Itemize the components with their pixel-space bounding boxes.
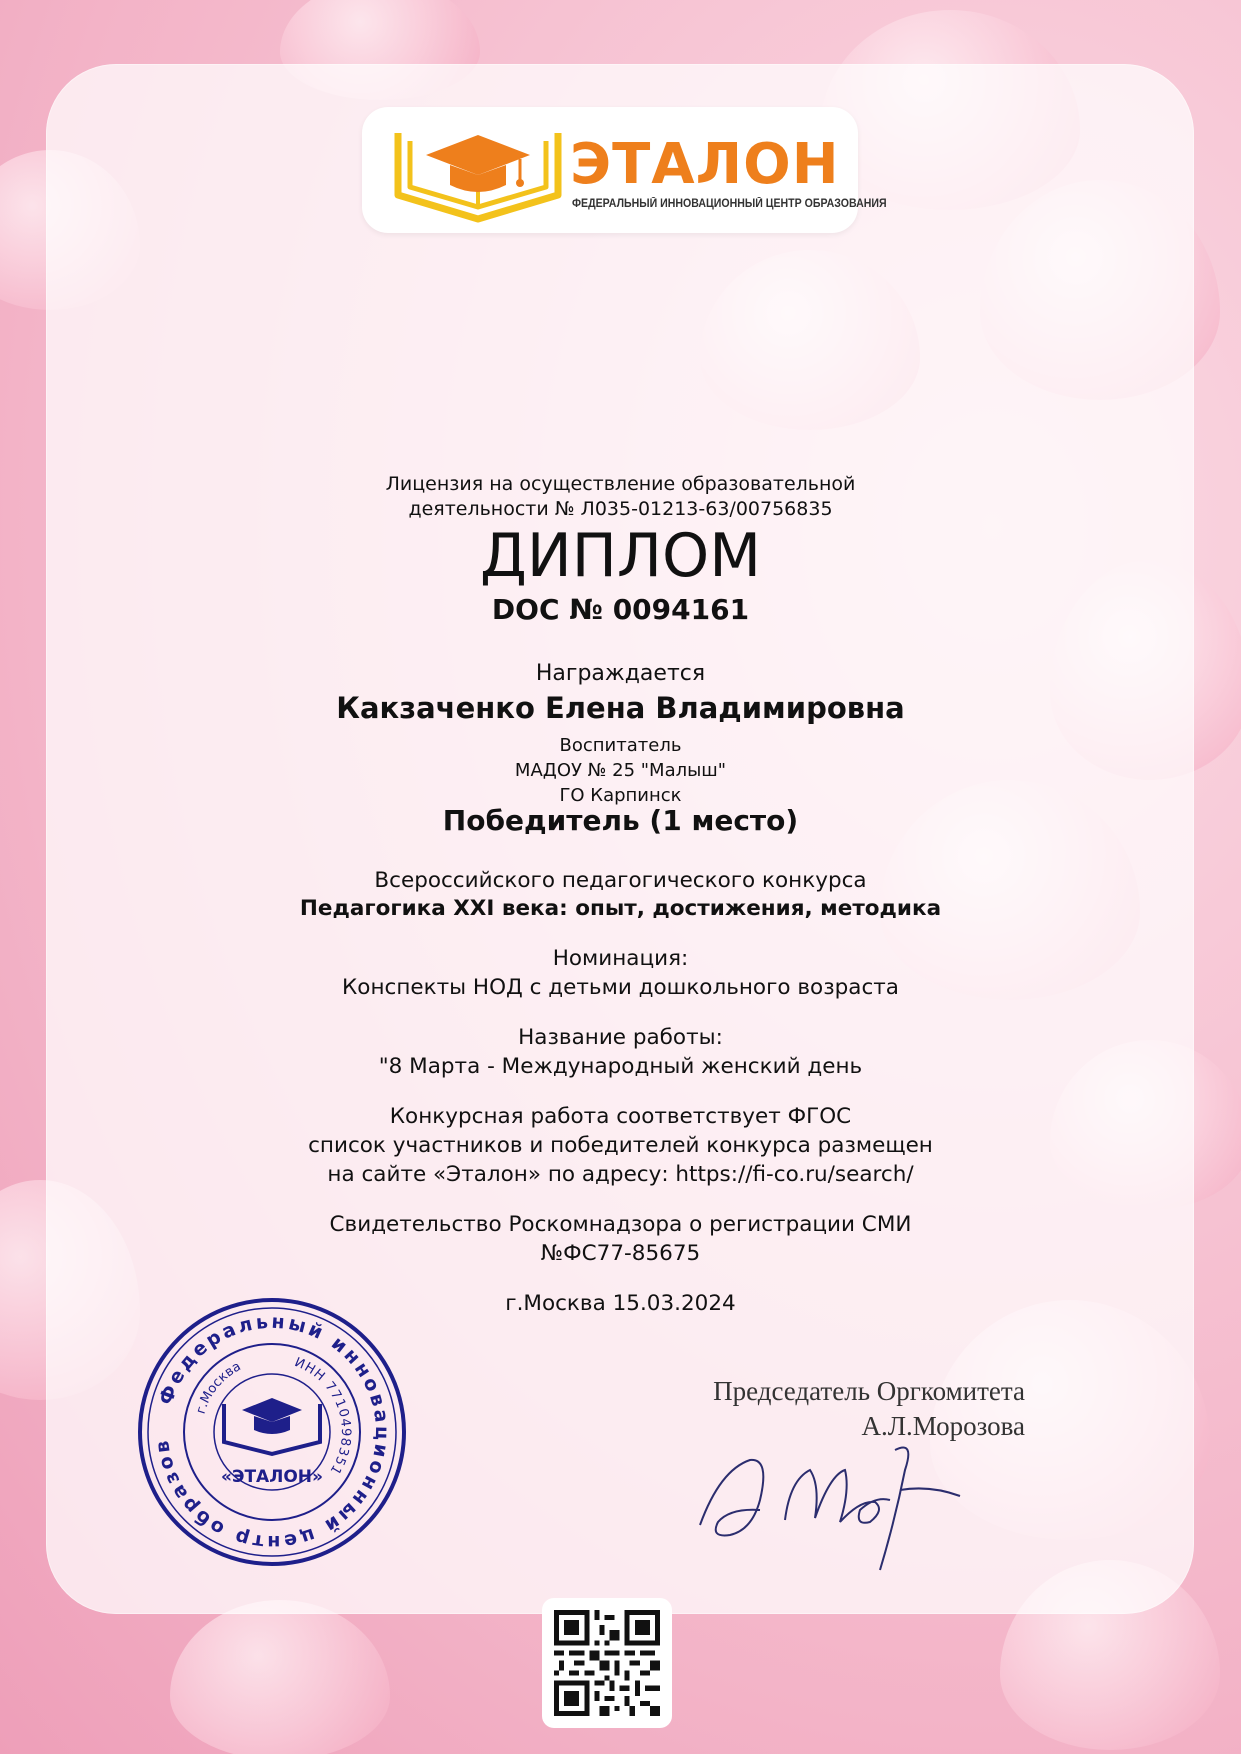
date-place: г.Москва 15.03.2024 (505, 1291, 736, 1316)
stamp-city: г.Москва (193, 1359, 244, 1416)
nomination-label: Номинация: (552, 946, 689, 971)
document-number: DOC № 0094161 (491, 593, 750, 626)
recipient-position: Воспитатель (559, 735, 682, 756)
license-text (0, 472, 1241, 522)
work-label: Название работы: (518, 1025, 723, 1050)
nomination-value: Конспекты НОД с детьми дошкольного возраста (342, 975, 899, 1000)
license-line-1: Лицензия на осуществление образовательной (385, 473, 856, 495)
stamp-ring-text: Федеральный инновационный центр образов (150, 1310, 394, 1554)
result-place: Победитель (1 место) (442, 804, 799, 837)
logo (362, 107, 887, 233)
license-line-2: деятельности № Л035-01213-63/00756835 (408, 498, 833, 520)
document-title: ДИПЛОМ (480, 521, 761, 591)
signatory-role: Председатель Оргкомитета (713, 1376, 1025, 1406)
brand-name: ЭТАЛОН (570, 132, 840, 197)
signatory-name: А.Л.Морозова (861, 1411, 1025, 1441)
stamp-org: «ЭТАЛОН» (221, 1467, 323, 1487)
work-title: "8 Марта - Международный женский день (378, 1054, 863, 1079)
brand-subtitle: ФЕДЕРАЛЬНЫЙ ИННОВАЦИОННЫЙ ЦЕНТР ОБРАЗОВАНИЯ (572, 198, 887, 210)
fgos-line-3: на сайте «Эталон» по адресу: https://fi-co.ru/search/ (327, 1162, 914, 1187)
official-stamp (134, 1294, 410, 1574)
stamp-inn: ИНН 7710498351 (292, 1355, 354, 1478)
fgos-line-1: Конкурсная работа соответствует ФГОС (389, 1104, 852, 1129)
graduation-book-icon (390, 115, 570, 225)
smi-line-1: Свидетельство Роскомнадзора о регистрации СМИ (329, 1212, 912, 1237)
recipient-organization: МАДОУ № 25 "Малыш" (514, 760, 727, 781)
awarded-label: Награждается (535, 661, 706, 686)
contest-name: Педагогика XXI века: опыт, достижения, методика (299, 896, 942, 921)
recipient-city: ГО Карпинск (559, 785, 682, 806)
qr-code[interactable] (542, 1598, 672, 1728)
smi-line-2: №ФС77-85675 (540, 1241, 701, 1266)
handwritten-signature (690, 1430, 970, 1580)
recipient-name: Какзаченко Елена Владимировна (336, 691, 905, 725)
svg-text:г.Москва (194, 1359, 244, 1416)
fgos-line-2: список участников и победителей конкурса размещен (308, 1133, 933, 1158)
stamp-cap-icon (224, 1398, 320, 1454)
contest-label: Всероссийского педагогического конкурса (374, 868, 867, 893)
